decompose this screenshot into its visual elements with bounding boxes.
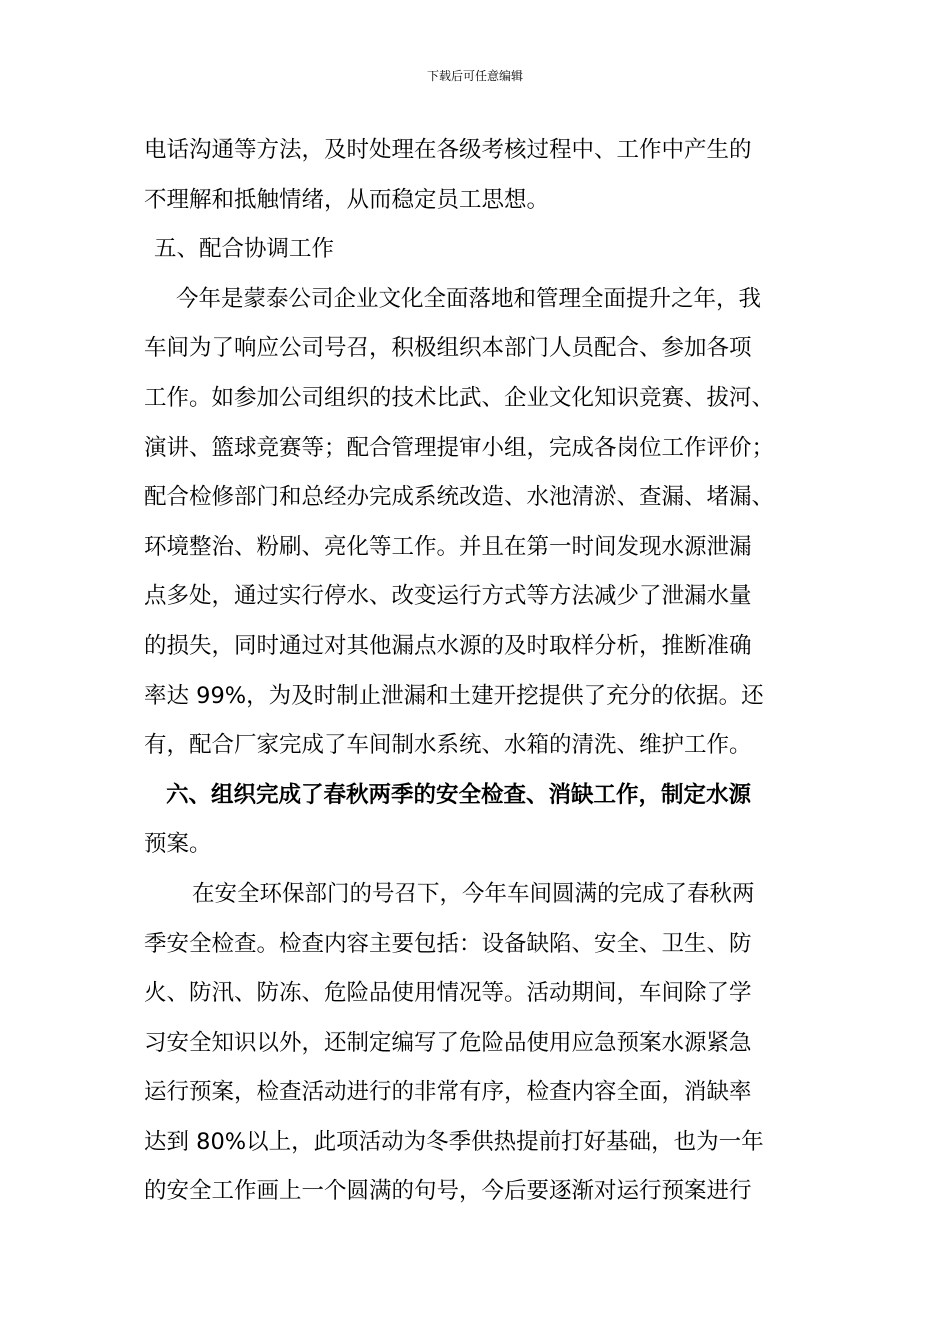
- paragraph-line: 电话沟通等方法，及时处理在各级考核过程中、工作中产生的: [144, 137, 752, 163]
- paragraph-line: 季安全检查。检查内容主要包括：设备缺陷、安全、卫生、防: [144, 930, 752, 957]
- paragraph-line: 达到 80%以上，此项活动为冬季供热提前打好基础，也为一年: [144, 1128, 764, 1155]
- section-heading: 六、组织完成了春秋两季的安全检查、消缺工作，制定水源: [166, 781, 752, 808]
- document-body: [144, 126, 810, 1217]
- paragraph-line: 点多处，通过实行停水、改变运行方式等方法减少了泄漏水量: [144, 583, 752, 610]
- paragraph-line: 的安全工作画上一个圆满的句号，今后要逐渐对运行预案进行: [144, 1178, 752, 1205]
- paragraph-line: 环境整治、粉刷、亮化等工作。并且在第一时间发现水源泄漏: [144, 533, 752, 560]
- paragraph-line: 今年是蒙泰公司企业文化全面落地和管理全面提升之年，我: [176, 285, 762, 312]
- paragraph-line: 运行预案，检查活动进行的非常有序，检查内容全面，消缺率: [144, 1079, 752, 1106]
- paragraph-line: 有，配合厂家完成了车间制水系统、水箱的清洗、维护工作。: [144, 732, 752, 759]
- paragraph-line: 预案。: [144, 831, 212, 858]
- paragraph-line: 在安全环保部门的号召下，今年车间圆满的完成了春秋两: [192, 880, 755, 907]
- paragraph-line: 火、防汛、防冻、危险品使用情况等。活动期间，车间除了学: [144, 980, 752, 1007]
- section-heading: 五、配合协调工作: [154, 236, 335, 263]
- paragraph-line: 工作。如参加公司组织的技术比武、企业文化知识竞赛、拔河、: [144, 384, 775, 411]
- paragraph-line: 习安全知识以外，还制定编写了危险品使用应急预案水源紧急: [144, 1029, 752, 1056]
- paragraph-line: 不理解和抵触情绪，从而稳定员工思想。: [144, 186, 550, 213]
- paragraph-line: 的损失，同时通过对其他漏点水源的及时取样分析，推断准确: [144, 632, 752, 659]
- paragraph-line: 配合检修部门和总经办完成系统改造、水池清淤、查漏、堵漏、: [144, 484, 775, 511]
- paragraph-line: 车间为了响应公司号召，积极组织本部门人员配合、参加各项: [144, 335, 752, 362]
- paragraph-line: 演讲、篮球竞赛等；配合管理提审小组，完成各岗位工作评价；: [144, 434, 775, 461]
- page-header: 下载后可任意编辑: [426, 69, 523, 83]
- paragraph-line: 率达 99%，为及时制止泄漏和土建开挖提供了充分的依据。还: [144, 682, 764, 709]
